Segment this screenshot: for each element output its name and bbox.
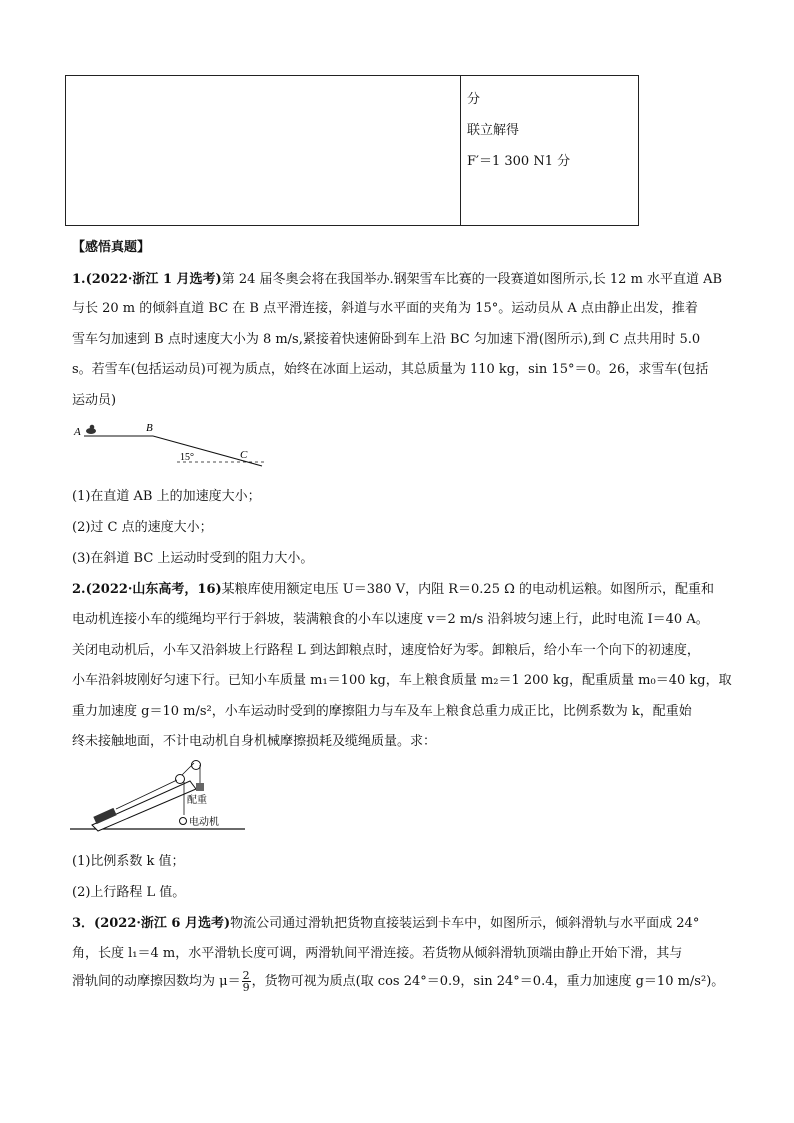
table-line: 联立解得 (467, 123, 520, 138)
q2-line-4: 小车沿斜坡刚好匀速下行。已知小车质量 m₁＝100 kg，车上粮食质量 m₂＝1 200 kg，配重质量 m₀＝40 kg，取 (72, 673, 732, 688)
counterweight (196, 783, 204, 791)
q1-line-4: s。若雪车(包括运动员)可视为质点，始终在冰面上运动，其总质量为 110 kg，sin 15°＝0。26，求雪车(包括 (72, 362, 709, 377)
q3-source: 3．(2022·浙江 6 月选考) (72, 916, 231, 931)
q2-sub-1: (1)比例系数 k 值； (72, 854, 185, 869)
label-c: C (240, 449, 248, 461)
pulley-icon (176, 775, 185, 784)
q1-sub-3: (3)在斜道 BC 上运动时受到的阻力大小。 (72, 551, 314, 566)
table-right-cell (467, 84, 570, 177)
table-divider (460, 76, 461, 225)
mu-fraction: $\frac{2}{9}$ (242, 969, 250, 994)
q1-line-5: 运动员) (72, 393, 117, 408)
q1-sub-1: (1)在直道 AB 上的加速度大小； (72, 489, 261, 504)
q3-line-3: 滑轨间的动摩擦因数均为 μ＝ $\frac{2}{9}$ ，货物可视为质点(取 cos 24°＝0.9，sin 24°＝0.4，重力加速度 g＝10 m/s²)。 (72, 969, 725, 994)
q2-line-2: 电动机连接小车的缆绳均平行于斜坡，装满粮食的小车以速度 v＝2 m/s 沿斜坡匀速上行，此时电流 I＝40 A。 (72, 612, 709, 627)
q3-line-1: 3．(2022·浙江 6 月选考)物流公司通过滑轨把货物直接装运到卡车中，如图所示，倾斜滑轨与水平面成 24° (72, 916, 700, 931)
motor-label: 电动机 (189, 817, 219, 828)
q1-sub-2: (2)过 C 点的速度大小； (72, 520, 213, 535)
q1-line-3: 雪车匀加速到 B 点时速度大小为 8 m/s,紧接着快速俯卧到车上沿 BC 匀加速下滑(图所示),到 C 点共用时 5.0 (72, 332, 701, 347)
answer-table (65, 75, 639, 226)
pulley-icon (192, 761, 201, 770)
q2-sub-2: (2)上行路程 L 值。 (72, 885, 186, 900)
q2-source: 2.(2022·山东高考，16) (72, 582, 222, 597)
section-title: 【感悟真题】 (72, 240, 151, 255)
q2-line-5: 重力加速度 g＝10 m/s²，小车运动时受到的摩擦阻力与车及车上粮食总重力成正比，比例系数为 k，配重始 (72, 704, 692, 719)
incline-motor-diagram (70, 755, 250, 835)
q2-line-1: 2.(2022·山东高考，16)某粮库使用额定电压 U＝380 V，内阻 R＝0.25 Ω 的电动机运粮。如图所示，配重和 (72, 582, 715, 597)
table-line: 分 (467, 92, 481, 107)
angle-label: 15° (180, 452, 194, 463)
q1-line-1: 1.(2022·浙江 1 月选考)第 24 届冬奥会将在我国举办.钢架雪车比赛的一段赛道如图所示,长 12 m 水平直道 AB (72, 272, 723, 287)
sled-icon (86, 425, 96, 434)
q3-line-2: 角，长度 l₁＝4 m，水平滑轨长度可调，两滑轨间平滑连接。若货物从倾斜滑轨顶端由静止开始下滑，其与 (72, 946, 683, 961)
track-diagram (72, 418, 272, 473)
label-b: B (146, 422, 153, 434)
q1-source: 1.(2022·浙江 1 月选考) (72, 272, 222, 287)
q2-line-6: 终未接触地面，不计电动机自身机械摩擦损耗及缆绳质量。求： (72, 734, 437, 749)
q1-line-2: 与长 20 m 的倾斜直道 BC 在 B 点平滑连接，斜道与水平面的夹角为 15°。运动员从 A 点由静止出发，推着 (72, 301, 698, 316)
weight-label: 配重 (187, 795, 207, 806)
table-line: F′＝1 300 N1 分 (467, 154, 571, 169)
q2-line-3: 关闭电动机后，小车又沿斜坡上行路程 L 到达卸粮点时，速度恰好为零。卸粮后，给小车一个向下的初速度， (72, 643, 700, 658)
label-a: A (74, 426, 81, 438)
motor-icon (180, 818, 187, 825)
